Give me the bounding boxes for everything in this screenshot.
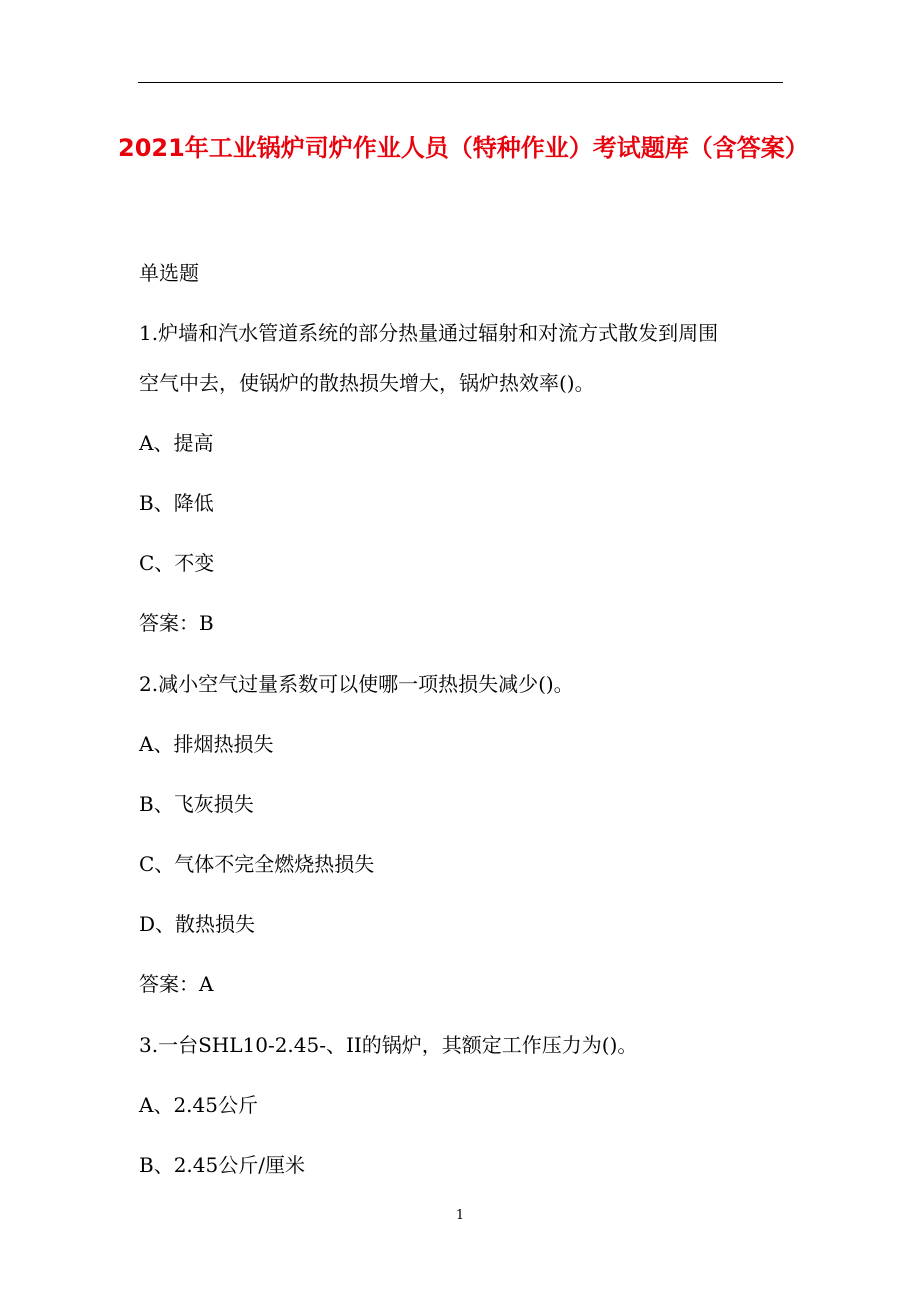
question-2-option-b: B、飞灰损失 xyxy=(139,792,254,816)
section-heading: 单选题 xyxy=(139,261,199,285)
question-3-option-a: A、2.45公斤 xyxy=(139,1093,258,1117)
question-2-stem-line-1: 2.减小空气过量系数可以使哪一项热损失减少()。 xyxy=(139,672,574,696)
header-rule xyxy=(138,82,783,83)
page-number: 1 xyxy=(455,1208,465,1223)
question-1-option-b: B、降低 xyxy=(139,491,214,515)
question-1-stem-line-1: 1.炉墙和汽水管道系统的部分热量通过辐射和对流方式散发到周围 xyxy=(139,321,719,345)
question-1-answer: 答案：B xyxy=(139,611,214,635)
question-2-answer: 答案：A xyxy=(139,972,214,996)
question-1-option-c: C、不变 xyxy=(139,551,215,575)
question-1-stem-line-2: 空气中去，使锅炉的散热损失增大，锅炉热效率()。 xyxy=(139,371,595,395)
question-2-option-c: C、气体不完全燃烧热损失 xyxy=(139,852,375,876)
question-3-option-b: B、2.45公斤/厘米 xyxy=(139,1153,305,1177)
question-2-option-a: A、排烟热损失 xyxy=(139,732,274,756)
question-1-option-a: A、提高 xyxy=(139,431,214,455)
document-title: 2021年工业锅炉司炉作业人员（特种作业）考试题库（含答案） xyxy=(118,134,809,162)
question-2-option-d: D、散热损失 xyxy=(139,912,256,936)
question-3-stem-line-1: 3.一台SHL10-2.45-、II的锅炉，其额定工作压力为()。 xyxy=(139,1033,638,1057)
